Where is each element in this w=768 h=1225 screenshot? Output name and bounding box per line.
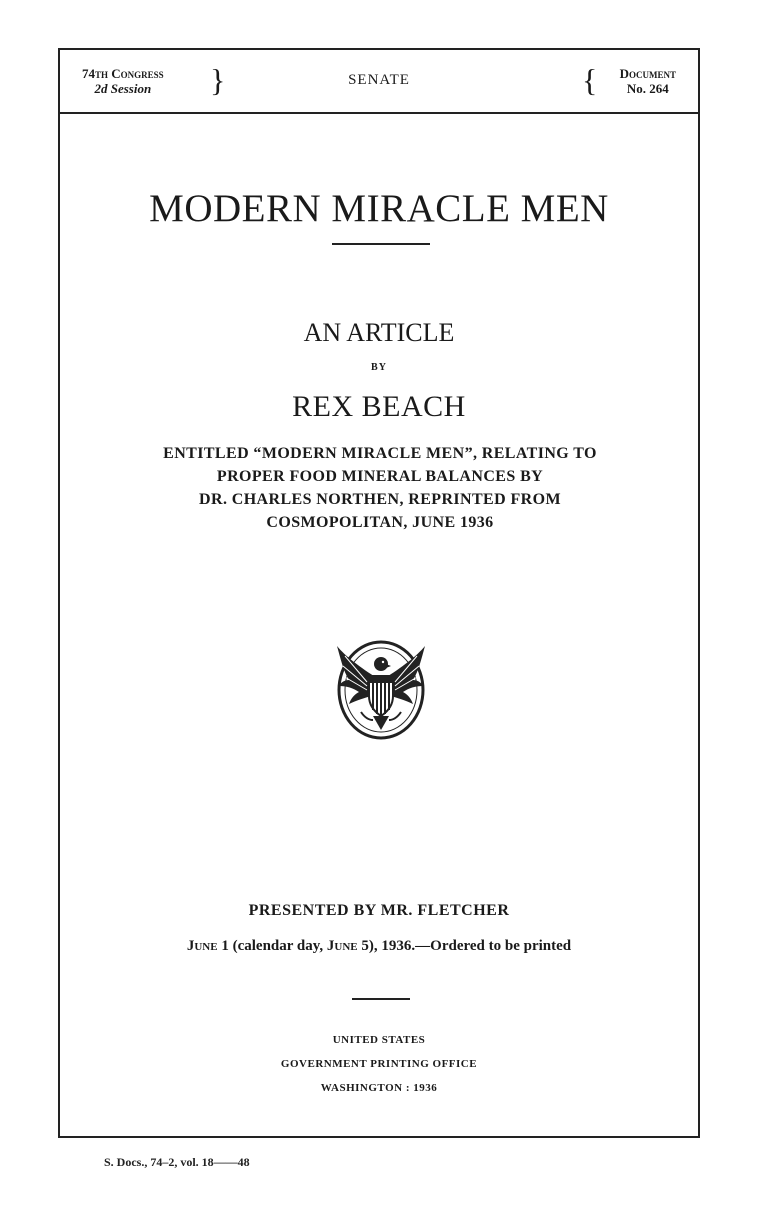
imprint-line: GOVERNMENT PRINTING OFFICE <box>280 1058 478 1070</box>
divider-rule <box>352 998 410 1000</box>
eagle-seal-icon <box>331 634 431 742</box>
page-frame <box>58 48 700 1138</box>
subtitle-line: ENTITLED “MODERN MIRACLE MEN”, RELATING TO <box>163 445 597 462</box>
document-header <box>60 50 698 114</box>
ordered-month: June <box>186 938 218 954</box>
document-title: MODERN MIRACLE MEN <box>149 187 609 230</box>
ordered-month: June <box>326 938 358 954</box>
document-label: Document <box>619 66 676 81</box>
subtitle-line: DR. CHARLES NORTHEN, REPRINTED FROM <box>199 491 561 508</box>
congress-label: 74th Congress <box>82 66 164 81</box>
ordered-text: 1 (calendar day, <box>217 938 327 954</box>
subtitle-line: PROPER FOOD MINERAL BALANCES BY <box>216 468 544 485</box>
imprint-line: WASHINGTON : 1936 <box>320 1082 438 1094</box>
right-brace-icon: } <box>210 62 226 98</box>
presented-by: PRESENTED BY MR. FLETCHER <box>248 902 510 919</box>
ordered-text: 5), 1936.—Ordered to be printed <box>357 938 572 954</box>
ordered-line <box>60 938 698 955</box>
imprint-line: UNITED STATES <box>332 1034 426 1046</box>
left-brace-icon: { <box>582 62 598 98</box>
article-label: AN ARTICLE <box>303 318 455 347</box>
by-label: BY <box>371 362 387 373</box>
subtitle <box>90 442 670 534</box>
author-name: REX BEACH <box>292 390 466 423</box>
subtitle-line: COSMOPOLITAN, JUNE 1936 <box>266 514 494 531</box>
divider-rule <box>332 243 430 245</box>
footer-note: S. Docs., 74–2, vol. 18——48 <box>104 1155 250 1169</box>
session-label: 2d Session <box>94 81 152 96</box>
document-no: No. 264 <box>626 81 669 96</box>
chamber-label: SENATE <box>348 72 410 88</box>
document-number <box>620 66 676 96</box>
